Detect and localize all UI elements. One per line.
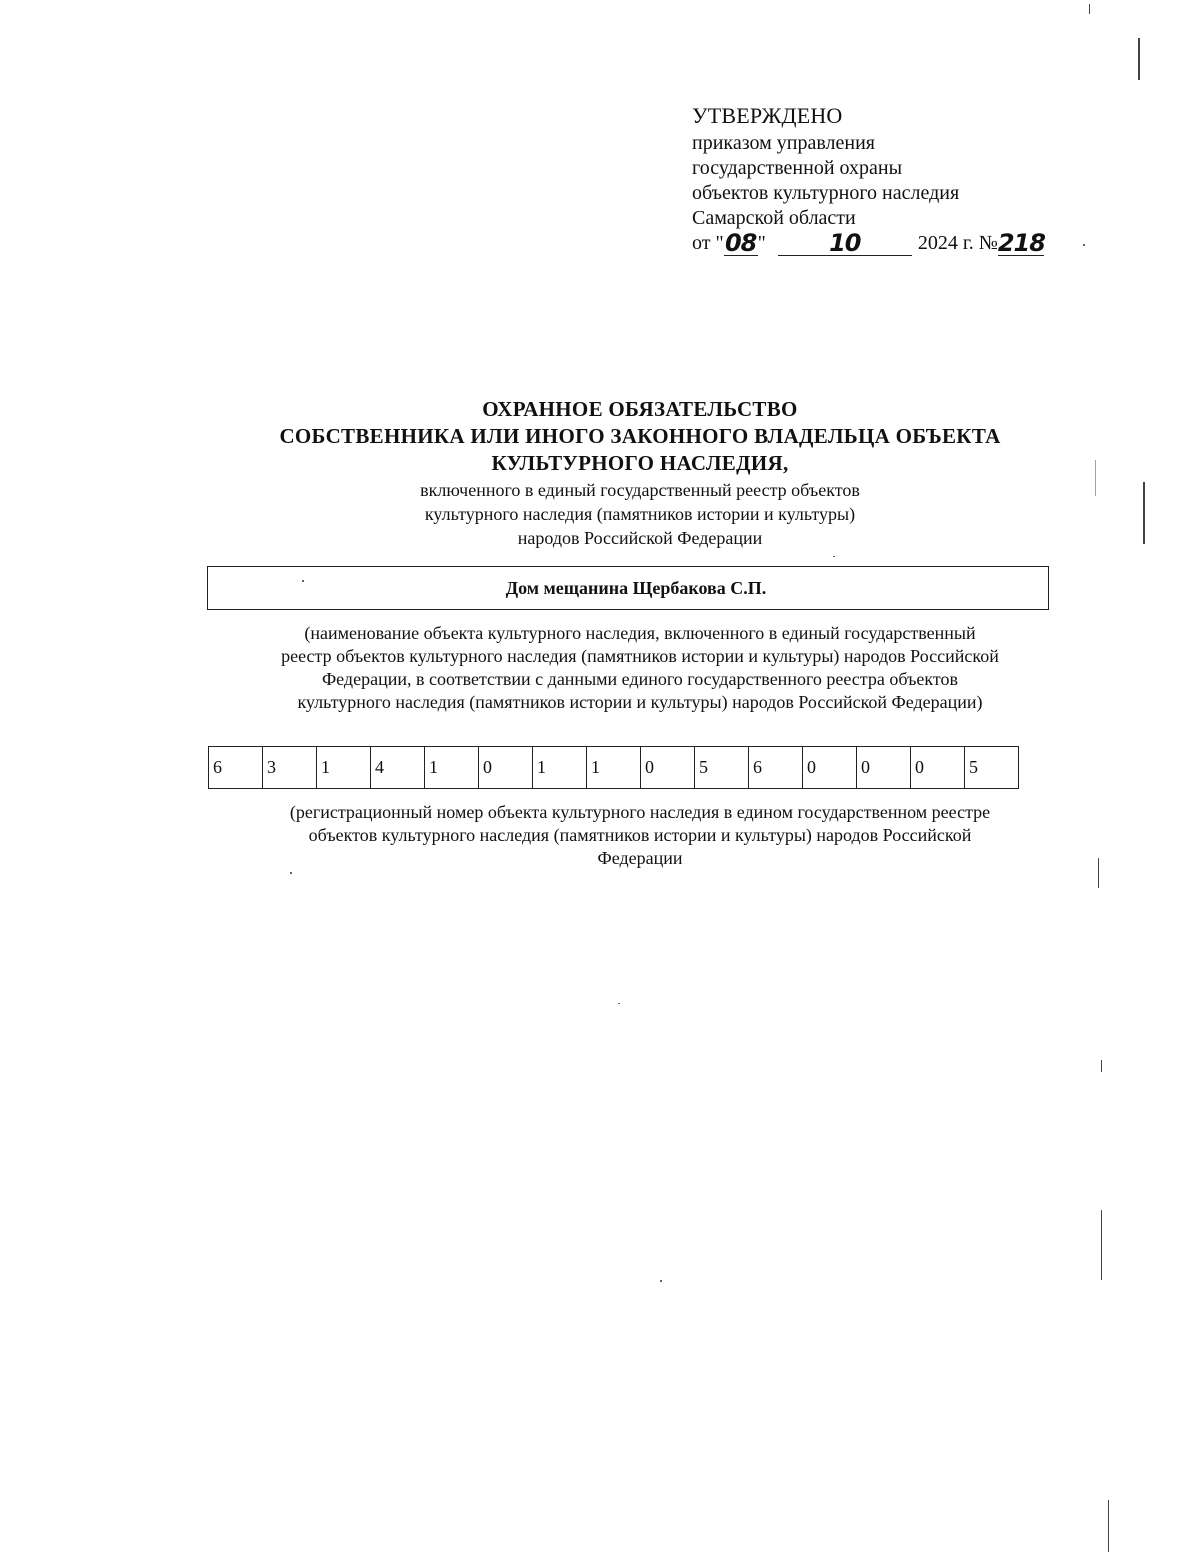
object-name-box	[207, 566, 1049, 610]
scan-dot	[660, 1280, 662, 1282]
approval-line: объектов культурного наследия	[692, 182, 960, 204]
object-name-caption	[140, 622, 1140, 714]
registration-number-table	[208, 746, 1019, 789]
registration-digit: 5	[695, 747, 749, 789]
scan-artifact	[1143, 482, 1145, 544]
caption-line: культурного наследия (памятников истории и культуры) народов Российской Федерации)	[297, 692, 983, 712]
scan-artifact	[1089, 4, 1090, 14]
table-row	[209, 747, 1019, 789]
scan-artifact	[1108, 1500, 1109, 1552]
document-title-line: КУЛЬТУРНОГО НАСЛЕДИЯ,	[491, 451, 789, 475]
caption-line: (наименование объекта культурного наследия, включенного в единый государственный	[304, 623, 976, 643]
scan-artifact	[1101, 1210, 1102, 1280]
document-title-line: СОБСТВЕННИКА ИЛИ ИНОГО ЗАКОННОГО ВЛАДЕЛЬЦА ОБЪЕКТА	[279, 424, 1001, 448]
registration-digit: 1	[533, 747, 587, 789]
registration-digit: 1	[587, 747, 641, 789]
registration-digit: 0	[857, 747, 911, 789]
date-year-label: 2024 г. №	[917, 232, 998, 254]
approval-title: УТВЕРЖДЕНО	[692, 103, 843, 128]
scan-artifact	[1095, 460, 1096, 496]
scan-dot	[618, 1003, 620, 1004]
registration-digit: 4	[371, 747, 425, 789]
document-subtitle-line: народов Российской Федерации	[517, 528, 763, 548]
registration-digit: 1	[425, 747, 479, 789]
registration-digit: 3	[263, 747, 317, 789]
document-subtitle-line: включенного в единый государственный реестр объектов	[420, 480, 860, 500]
document-subtitle-line: культурного наследия (памятников истории и культуры)	[424, 504, 856, 524]
scan-artifact	[1098, 858, 1099, 888]
approval-block	[692, 103, 1112, 256]
approval-line: государственной охраны	[692, 157, 903, 179]
caption-line: Федерации, в соответствии с данными единого государственного реестра объектов	[321, 669, 959, 689]
caption-line: (регистрационный номер объекта культурного наследия в едином государственном реестре	[289, 802, 991, 822]
registration-digit: 0	[911, 747, 965, 789]
registration-number-caption	[140, 801, 1140, 870]
scan-dot	[302, 580, 304, 582]
approval-line: Самарской области	[692, 207, 856, 229]
handwritten-month: 10	[778, 231, 912, 256]
scan-dot	[1083, 244, 1085, 246]
registration-digit: 0	[479, 747, 533, 789]
approval-line: приказом управления	[692, 132, 875, 154]
scan-artifact	[1101, 1060, 1102, 1072]
scan-dot	[290, 872, 292, 874]
caption-line: Федерации	[597, 848, 683, 868]
document-header	[140, 396, 1140, 550]
registration-digit: 1	[317, 747, 371, 789]
handwritten-day: 08	[724, 229, 757, 257]
registration-digit: 6	[209, 747, 263, 789]
document-title-line: ОХРАННОЕ ОБЯЗАТЕЛЬСТВО	[482, 397, 798, 421]
caption-line: объектов культурного наследия (памятников истории и культуры) народов Российской	[308, 825, 972, 845]
registration-digit: 0	[641, 747, 695, 789]
registration-digit: 6	[749, 747, 803, 789]
date-prefix: от "	[692, 232, 724, 254]
scan-artifact	[1138, 38, 1140, 80]
caption-line: реестр объектов культурного наследия (памятников истории и культуры) народов Российской	[281, 646, 999, 666]
scan-dot	[833, 556, 835, 557]
registration-digit: 0	[803, 747, 857, 789]
approval-date-line	[692, 231, 1112, 256]
object-name: Дом мещанина Щербакова С.П.	[505, 577, 767, 598]
handwritten-order-number: 218	[997, 229, 1045, 257]
registration-digit: 5	[965, 747, 1019, 789]
date-quote: "	[757, 232, 766, 254]
